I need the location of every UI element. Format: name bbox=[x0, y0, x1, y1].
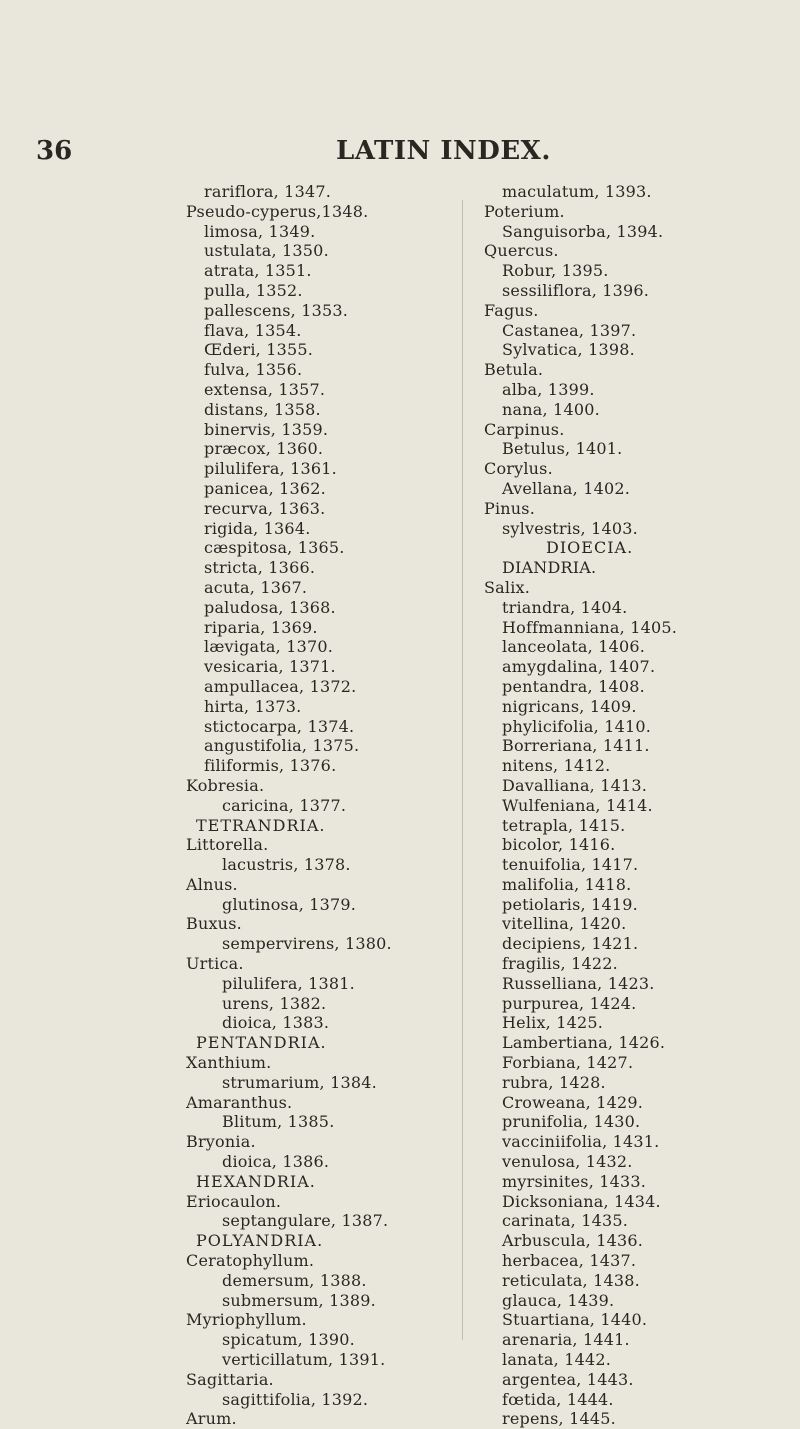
index-entry: Urtica. bbox=[186, 954, 244, 974]
index-entry: Forbiana, 1427. bbox=[502, 1053, 634, 1073]
index-entry: Borreriana, 1411. bbox=[502, 736, 650, 756]
index-entry: Amaranthus. bbox=[186, 1092, 293, 1112]
index-entry: Bryonia. bbox=[186, 1132, 256, 1152]
index-entry: tenuifolia, 1417. bbox=[502, 855, 639, 875]
index-entry: submersum, 1389. bbox=[222, 1290, 376, 1310]
page-title: LATIN INDEX. bbox=[336, 136, 551, 166]
index-entry: rubra, 1428. bbox=[502, 1072, 606, 1092]
index-entry: septangulare, 1387. bbox=[222, 1211, 389, 1231]
index-entry: Xanthium. bbox=[186, 1053, 272, 1073]
index-entry: Lambertiana, 1426. bbox=[502, 1033, 666, 1053]
index-entry: riparia, 1369. bbox=[204, 617, 318, 637]
index-entry: DIOECIA. bbox=[546, 538, 634, 558]
index-entry: Carpinus. bbox=[484, 419, 565, 439]
index-entry: verticillatum, 1391. bbox=[222, 1350, 386, 1370]
index-entry: myrsinites, 1433. bbox=[502, 1171, 647, 1191]
index-entry: Quercus. bbox=[484, 241, 559, 261]
index-entry: fœtida, 1444. bbox=[502, 1389, 614, 1409]
index-entry: PENTANDRIA. bbox=[196, 1033, 327, 1053]
index-entry: sessiliflora, 1396. bbox=[502, 280, 650, 300]
index-entry: lacustris, 1378. bbox=[222, 855, 351, 875]
index-entry: Helix, 1425. bbox=[502, 1013, 604, 1033]
index-entry: Pseudo-cyperus,1348. bbox=[186, 201, 369, 221]
index-column-right bbox=[484, 182, 794, 1429]
index-entry: amygdalina, 1407. bbox=[502, 657, 656, 677]
index-entry: Betulus, 1401. bbox=[502, 439, 623, 459]
index-entry: pilulifera, 1381. bbox=[222, 973, 355, 993]
index-entry: pulla, 1352. bbox=[204, 280, 303, 300]
index-entry: lævigata, 1370. bbox=[204, 637, 334, 657]
index-entry: nitens, 1412. bbox=[502, 756, 611, 776]
index-entry: vitellina, 1420. bbox=[502, 914, 627, 934]
index-entry: spicatum, 1390. bbox=[222, 1330, 355, 1350]
index-entry: alba, 1399. bbox=[502, 379, 595, 399]
index-entry: Hoffmanniana, 1405. bbox=[502, 617, 678, 637]
index-entry: Sylvatica, 1398. bbox=[502, 340, 635, 360]
index-entry: venulosa, 1432. bbox=[502, 1152, 633, 1172]
index-entry: cæspitosa, 1365. bbox=[204, 538, 345, 558]
index-entry: Poterium. bbox=[484, 201, 565, 221]
index-entry: Betula. bbox=[484, 360, 544, 380]
index-entry: dioica, 1383. bbox=[222, 1013, 330, 1033]
index-entry: nigricans, 1409. bbox=[502, 696, 637, 716]
index-entry: rigida, 1364. bbox=[204, 518, 311, 538]
index-entry: filiformis, 1376. bbox=[204, 756, 337, 776]
index-entry: sylvestris, 1403. bbox=[502, 518, 638, 538]
index-entry: stictocarpa, 1374. bbox=[204, 716, 355, 736]
index-entry: Eriocaulon. bbox=[186, 1191, 282, 1211]
index-entry: vesicaria, 1371. bbox=[204, 657, 336, 677]
index-entry: rariflora, 1347. bbox=[204, 182, 331, 201]
index-column-left bbox=[186, 182, 436, 1429]
index-entry: glutinosa, 1379. bbox=[222, 894, 357, 914]
index-entry: Wulfeniana, 1414. bbox=[502, 795, 653, 815]
index-entry: Littorella. bbox=[186, 835, 269, 855]
index-entry: sagittifolia, 1392. bbox=[222, 1389, 369, 1409]
index-entry: fulva, 1356. bbox=[204, 360, 303, 380]
index-entry: binervis, 1359. bbox=[204, 419, 329, 439]
index-entry: Robur, 1395. bbox=[502, 261, 609, 281]
index-entry: Œderi, 1355. bbox=[204, 340, 314, 360]
index-entry: lanata, 1442. bbox=[502, 1350, 612, 1370]
index-entry: TETRANDRIA. bbox=[196, 815, 326, 835]
index-entry: Russelliana, 1423. bbox=[502, 973, 655, 993]
index-entry: petiolaris, 1419. bbox=[502, 894, 638, 914]
index-entry: Salix. bbox=[484, 577, 531, 597]
index-entry: Blitum, 1385. bbox=[222, 1112, 335, 1132]
index-entry: Croweana, 1429. bbox=[502, 1092, 644, 1112]
index-entry: vacciniifolia, 1431. bbox=[502, 1132, 660, 1152]
index-entry: ustulata, 1350. bbox=[204, 241, 329, 261]
index-entry: caricina, 1377. bbox=[222, 795, 347, 815]
index-entry: atrata, 1351. bbox=[204, 261, 312, 281]
index-entry: reticulata, 1438. bbox=[502, 1270, 640, 1290]
index-entry: præcox, 1360. bbox=[204, 439, 324, 459]
index-entry: herbacea, 1437. bbox=[502, 1251, 637, 1271]
page-number: 36 bbox=[36, 136, 73, 166]
index-entry: extensa, 1357. bbox=[204, 379, 326, 399]
index-entry: bicolor, 1416. bbox=[502, 835, 616, 855]
index-entry: ampullacea, 1372. bbox=[204, 676, 357, 696]
index-entry: maculatum, 1393. bbox=[502, 182, 652, 201]
index-entry: sempervirens, 1380. bbox=[222, 934, 392, 954]
index-entry: Arum. bbox=[186, 1409, 237, 1429]
index-entry: distans, 1358. bbox=[204, 399, 321, 419]
index-entry: Corylus. bbox=[484, 459, 553, 479]
column-divider bbox=[462, 200, 463, 1340]
index-entry: Avellana, 1402. bbox=[502, 478, 631, 498]
index-entry: decipiens, 1421. bbox=[502, 934, 639, 954]
index-entry: paludosa, 1368. bbox=[204, 597, 336, 617]
index-entry: malifolia, 1418. bbox=[502, 874, 632, 894]
index-entry: angustifolia, 1375. bbox=[204, 736, 360, 756]
index-entry: demersum, 1388. bbox=[222, 1270, 367, 1290]
index-entry: strumarium, 1384. bbox=[222, 1072, 377, 1092]
index-entry: urens, 1382. bbox=[222, 993, 327, 1013]
index-entry: stricta, 1366. bbox=[204, 558, 316, 578]
index-entry: Fagus. bbox=[484, 300, 539, 320]
index-entry: Davalliana, 1413. bbox=[502, 775, 648, 795]
index-entry: carinata, 1435. bbox=[502, 1211, 629, 1231]
index-entry: Sanguisorba, 1394. bbox=[502, 221, 664, 241]
index-entry: tetrapla, 1415. bbox=[502, 815, 626, 835]
index-entry: Buxus. bbox=[186, 914, 242, 934]
index-entry: POLYANDRIA. bbox=[196, 1231, 324, 1251]
index-entry: Ceratophyllum. bbox=[186, 1251, 315, 1271]
index-entry: arenaria, 1441. bbox=[502, 1330, 630, 1350]
index-entry: Arbuscula, 1436. bbox=[502, 1231, 644, 1251]
index-entry: Pinus. bbox=[484, 498, 535, 518]
index-entry: limosa, 1349. bbox=[204, 221, 316, 241]
index-entry: fragilis, 1422. bbox=[502, 954, 618, 974]
index-entry: repens, 1445. bbox=[502, 1409, 616, 1429]
index-entry: triandra, 1404. bbox=[502, 597, 628, 617]
index-entry: flava, 1354. bbox=[204, 320, 302, 340]
index-entry: glauca, 1439. bbox=[502, 1290, 615, 1310]
index-entry: DIANDRIA. bbox=[502, 558, 597, 578]
index-entry: pentandra, 1408. bbox=[502, 676, 645, 696]
index-entry: recurva, 1363. bbox=[204, 498, 326, 518]
index-entry: nana, 1400. bbox=[502, 399, 600, 419]
index-entry: lanceolata, 1406. bbox=[502, 637, 646, 657]
index-entry: Castanea, 1397. bbox=[502, 320, 637, 340]
index-entry: Stuartiana, 1440. bbox=[502, 1310, 648, 1330]
index-entry: Kobresia. bbox=[186, 775, 265, 795]
index-entry: prunifolia, 1430. bbox=[502, 1112, 641, 1132]
index-entry: pallescens, 1353. bbox=[204, 300, 349, 320]
index-entry: panicea, 1362. bbox=[204, 478, 326, 498]
index-entry: Dicksoniana, 1434. bbox=[502, 1191, 661, 1211]
index-entry: dioica, 1386. bbox=[222, 1152, 330, 1172]
index-entry: pilulifera, 1361. bbox=[204, 459, 337, 479]
index-entry: HEXANDRIA. bbox=[196, 1171, 316, 1191]
index-entry: purpurea, 1424. bbox=[502, 993, 637, 1013]
index-entry: argentea, 1443. bbox=[502, 1369, 634, 1389]
index-entry: Myriophyllum. bbox=[186, 1310, 307, 1330]
index-entry: hirta, 1373. bbox=[204, 696, 302, 716]
index-entry: phylicifolia, 1410. bbox=[502, 716, 652, 736]
index-entry: Alnus. bbox=[186, 874, 238, 894]
index-entry: Sagittaria. bbox=[186, 1369, 274, 1389]
index-entry: acuta, 1367. bbox=[204, 577, 308, 597]
